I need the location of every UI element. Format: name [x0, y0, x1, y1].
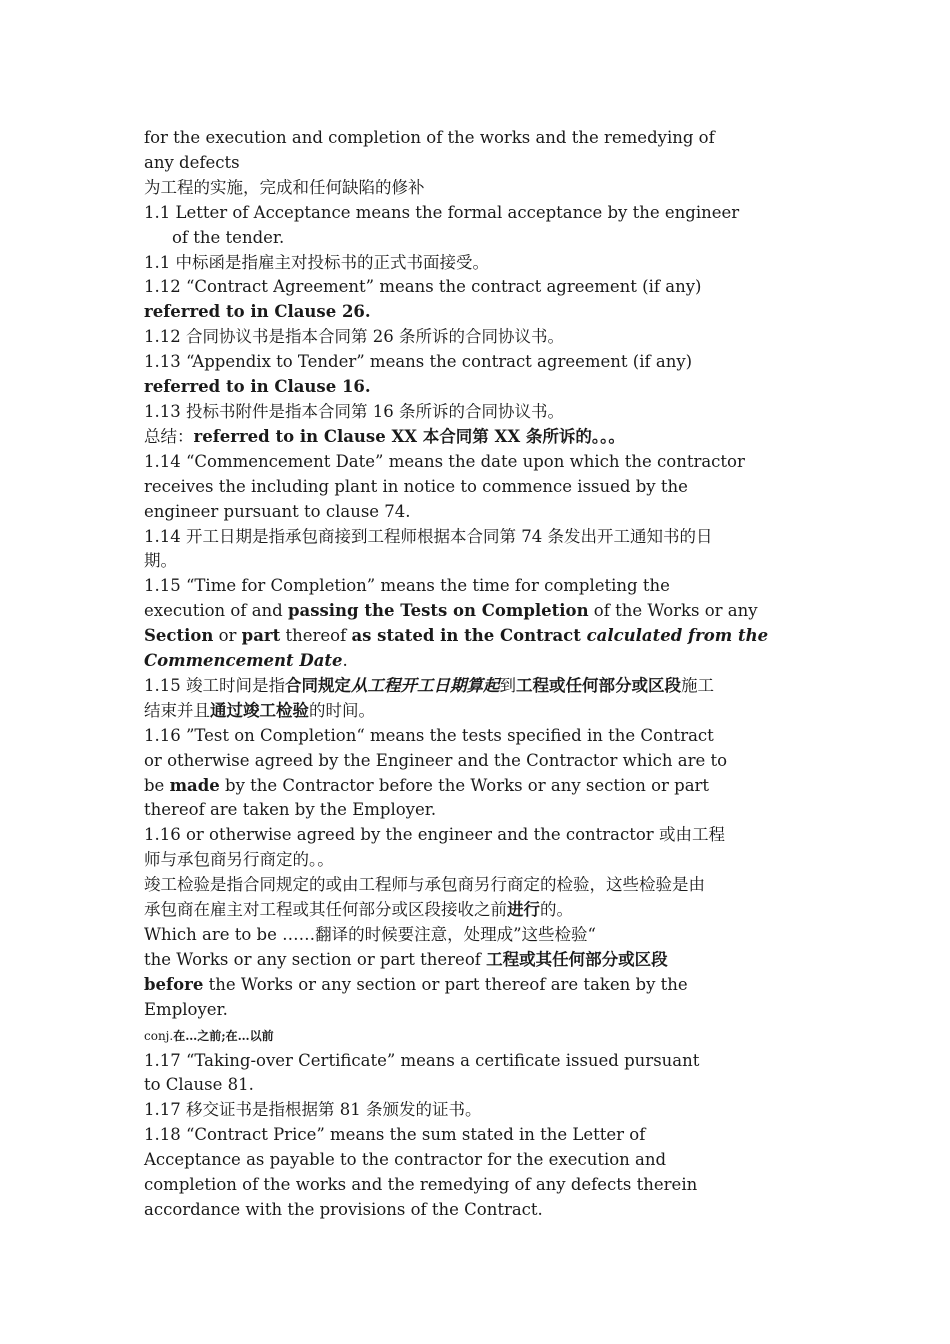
text-line	[144, 1148, 824, 1173]
text-run: 1.17 移交证书是指根据第 81 条颁发的证书。	[144, 1100, 482, 1120]
text-run: thereof	[280, 626, 352, 646]
text-line	[144, 624, 824, 649]
text-line	[144, 500, 824, 525]
text-run: to Clause 81.	[144, 1075, 254, 1095]
text-run: or otherwise agreed by the Engineer and the Contractor which are to	[144, 750, 728, 770]
text-line	[144, 300, 824, 325]
text-run: 工程或其任何部分或区段	[486, 949, 668, 969]
text-line	[144, 774, 824, 799]
text-line	[144, 1173, 824, 1198]
text-run: 1.13 投标书附件是指本合同第 16 条所诉的合同协议书。	[144, 401, 564, 421]
text-run: accordance with the provisions of the Contract.	[144, 1199, 543, 1219]
text-run: thereof are taken by the Employer.	[144, 800, 437, 820]
text-line	[144, 649, 824, 674]
text-run: 工程或任何部分或区段	[515, 675, 681, 695]
text-run: of the tender.	[172, 227, 285, 247]
text-line	[144, 350, 824, 375]
text-run: receives the including plant in notice to commence issued by the	[144, 476, 688, 496]
text-line	[144, 126, 824, 151]
text-run: 1.14 “Commencement Date” means the date upon which the contractor	[144, 451, 745, 471]
text-run: 的。	[540, 900, 573, 920]
text-line	[144, 325, 824, 350]
text-run: referred to in Clause XX 本合同第 XX 条所诉的。。。	[193, 426, 625, 446]
text-line	[144, 450, 824, 475]
document-body	[144, 126, 824, 1223]
text-line	[144, 1098, 824, 1123]
text-run: 期。	[144, 551, 177, 571]
text-run: part	[241, 626, 281, 646]
text-run: 1.15 “Time for Completion” means the time for completing the	[144, 576, 670, 596]
text-run: Which are to be ……翻译的时候要注意，处理成”这些检验“	[144, 925, 596, 944]
text-line	[144, 375, 824, 400]
text-run: Commencement Date	[144, 651, 343, 671]
text-run: 1.12 “Contract Agreement” means the contract agreement (if any)	[144, 277, 702, 297]
text-run: made	[169, 775, 220, 795]
text-run: the Works or any section or part thereof	[144, 949, 487, 969]
text-line	[144, 1198, 824, 1223]
text-run: calculated from the	[586, 626, 769, 646]
text-line	[144, 973, 824, 998]
text-line	[144, 400, 824, 425]
text-run: Employer.	[144, 999, 228, 1019]
text-run: 从工程开工日期算起	[350, 675, 500, 695]
text-line	[144, 724, 824, 749]
text-line	[144, 201, 824, 226]
text-run: 1.16 ”Test on Completion“ means the tests specified in the Contract	[144, 725, 714, 745]
text-line	[144, 873, 824, 898]
text-run: .	[342, 651, 348, 671]
text-line	[144, 574, 824, 599]
text-run: 1.15 竣工时间是指	[144, 675, 285, 695]
text-run: 结束并且	[144, 700, 210, 720]
text-run: 1.1 中标函是指雇主对投标书的正式书面接受。	[144, 252, 489, 272]
text-line	[144, 998, 824, 1023]
text-run: 进行	[507, 900, 540, 920]
text-line	[144, 798, 824, 823]
text-line	[144, 923, 824, 948]
text-run: engineer pursuant to clause 74.	[144, 501, 411, 521]
text-run: 施工	[680, 675, 714, 695]
text-line	[144, 275, 824, 300]
text-line	[144, 823, 824, 848]
text-line	[144, 1123, 824, 1148]
text-run: Acceptance as payable to the contractor for the execution and	[144, 1150, 667, 1170]
text-run: 师与承包商另行商定的。。	[144, 850, 334, 870]
text-run: 承包商在雇主对工程或其任何部分或区段接收之前	[144, 900, 507, 920]
text-line	[144, 848, 824, 873]
text-run: referred to in Clause 26.	[144, 302, 371, 322]
text-run: before	[144, 974, 204, 994]
text-run: passing the Tests on Completion	[287, 601, 589, 621]
text-run: for the execution and completion of the works and the remedying of	[144, 128, 715, 147]
text-run: 合同规定	[284, 675, 351, 695]
text-line	[144, 948, 824, 973]
text-run: 1.12 合同协议书是指本合同第 26 条所诉的合同协议书。	[144, 327, 564, 347]
text-line	[144, 599, 824, 624]
text-run: 1.1 Letter of Acceptance means the formal acceptance by the engineer	[144, 202, 740, 222]
text-line	[144, 1049, 824, 1074]
text-run: 1.14 开工日期是指承包商接到工程师根据本合同第 74 条发出开工通知书的日	[144, 526, 713, 546]
text-line	[144, 475, 824, 500]
text-run: 1.18 “Contract Price” means the sum stated in the Letter of	[144, 1125, 646, 1145]
text-run: be	[144, 775, 170, 795]
text-line	[144, 525, 824, 550]
text-run: 1.16 or otherwise agreed by the engineer and the contractor 或由工程	[144, 825, 725, 845]
text-line	[144, 251, 824, 276]
text-run: 在…之前;在…以前	[173, 1028, 274, 1043]
text-run: or	[213, 626, 242, 646]
text-run: 1.13 “Appendix to Tender” means the contract agreement (if any)	[144, 352, 693, 372]
text-run: 的时间。	[309, 700, 375, 720]
text-run: 通过竣工检验	[210, 700, 309, 720]
text-run: any defects	[144, 152, 240, 172]
text-line	[144, 425, 824, 450]
text-run: by the Contractor before the Works or any section or part	[219, 775, 710, 795]
text-run: the Works or any section or part thereof are taken by the	[203, 974, 688, 994]
text-line	[144, 1073, 824, 1098]
text-line	[144, 226, 824, 251]
text-run: 竣工检验是指合同规定的或由工程师与承包商另行商定的检验，这些检验是由	[144, 875, 705, 895]
text-run: completion of the works and the remedying of any defects therein	[144, 1175, 698, 1195]
text-run: 为工程的实施，完成和任何缺陷的修补	[144, 177, 425, 197]
text-line	[144, 749, 824, 774]
text-run: Section	[144, 626, 214, 646]
text-line	[144, 549, 824, 574]
text-line	[144, 151, 824, 176]
text-run: conj.	[144, 1028, 174, 1043]
text-run: 到	[499, 675, 516, 695]
text-run: 1.17 “Taking-over Certificate” means a certificate issued pursuant	[144, 1050, 700, 1070]
text-run: execution of and	[144, 601, 288, 621]
text-line	[144, 699, 824, 724]
text-run: 总结：	[144, 426, 194, 446]
text-line	[144, 1023, 824, 1049]
text-line	[144, 674, 824, 699]
text-line	[144, 898, 824, 923]
text-run: referred to in Clause 16.	[144, 377, 371, 397]
text-line	[144, 176, 824, 201]
text-run: of the Works or any	[588, 601, 758, 621]
text-run: as stated in the Contract	[351, 626, 587, 646]
